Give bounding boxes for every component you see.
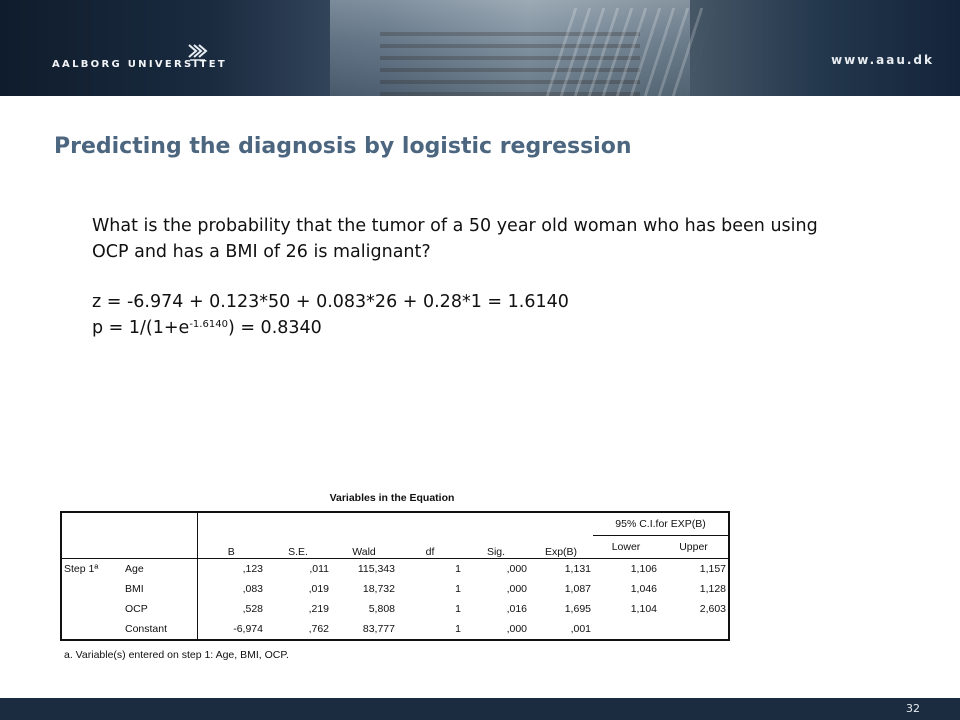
row-variable: OCP: [125, 603, 148, 615]
cell-lower: 1,104: [630, 603, 657, 615]
cell-df: 1: [455, 583, 461, 595]
cell-se: ,019: [308, 583, 329, 595]
header-banner: [0, 0, 960, 96]
question-line-2: OCP and has a BMI of 26 is malignant?: [92, 242, 431, 262]
cell-wald: 18,732: [362, 583, 395, 595]
cell-expb: 1,131: [564, 563, 591, 575]
cell-lower: 1,106: [630, 563, 657, 575]
website-url: www.aau.dk: [831, 53, 934, 67]
cell-lower: [593, 619, 659, 640]
cell-upper: 1,157: [699, 563, 727, 575]
p-equation-exponent: -1.6140: [189, 319, 228, 330]
cell-wald: 115,343: [357, 563, 395, 575]
table-row: [61, 579, 729, 599]
page-number: 32: [906, 702, 920, 715]
header-corner: [61, 512, 197, 559]
cell-sig: ,000: [506, 583, 527, 595]
cell-sig: ,000: [506, 563, 527, 575]
row-variable: Age: [125, 563, 144, 575]
col-header-ci: 95% C.I.for EXP(B): [593, 512, 729, 536]
table-footnote: a. Variable(s) entered on step 1: Age, BMI, OCP.: [64, 649, 289, 661]
variables-in-equation-table: [60, 511, 730, 641]
cell-expb: 1,695: [564, 603, 591, 615]
col-header-sig: Sig.: [463, 512, 529, 559]
footer-bar: [0, 698, 960, 720]
cell-sig: ,016: [506, 603, 527, 615]
cell-expb: ,001: [570, 623, 591, 635]
step-label: Step 1ª: [64, 563, 99, 575]
cell-b: -6,974: [197, 619, 265, 640]
col-header-df: df: [397, 512, 463, 559]
table-row: [61, 559, 729, 580]
p-equation: [92, 315, 922, 341]
cell-df: 1: [455, 603, 461, 615]
cell-wald: 83,777: [362, 623, 395, 635]
col-header-b: B: [197, 512, 265, 559]
col-header-wald: Wald: [331, 512, 397, 559]
spss-output: [60, 492, 730, 661]
question-line-1: What is the probability that the tumor of a 50 year old woman who has been using: [92, 216, 818, 236]
col-header-lower: Lower: [593, 536, 659, 559]
row-variable: Constant: [125, 623, 168, 635]
cell-b: ,123: [197, 559, 265, 580]
slide-title: Predicting the diagnosis by logistic regression: [54, 134, 632, 159]
table-caption: Variables in the Equation: [329, 492, 455, 504]
cell-df: 1: [455, 563, 461, 575]
cell-b: ,083: [197, 579, 265, 599]
table-row: [61, 619, 729, 640]
logo-wordmark: AALBORG UNIVERSITET: [52, 59, 227, 70]
slide-body: [92, 213, 922, 341]
banner-building-glass: [546, 8, 715, 96]
col-header-upper: Upper: [659, 536, 729, 559]
cell-lower: 1,046: [630, 583, 657, 595]
cell-se: ,011: [309, 563, 329, 575]
cell-upper: 2,603: [699, 603, 727, 615]
cell-wald: 5,808: [368, 603, 395, 615]
cell-se: ,762: [308, 623, 329, 635]
cell-se: ,219: [308, 603, 329, 615]
cell-upper: [659, 619, 729, 640]
cell-sig: ,000: [506, 623, 527, 635]
col-header-se: S.E.: [265, 512, 331, 559]
table-row: [61, 599, 729, 619]
col-header-expb: Exp(B): [529, 512, 593, 559]
p-equation-prefix: p = 1/(1+e: [92, 318, 190, 338]
cell-upper: 1,128: [699, 583, 727, 595]
row-variable: BMI: [125, 583, 144, 595]
cell-df: 1: [455, 623, 461, 635]
cell-expb: 1,087: [564, 583, 591, 595]
p-equation-suffix: ) = 0.8340: [227, 318, 322, 338]
cell-b: ,528: [197, 599, 265, 619]
university-logo: [52, 42, 242, 82]
z-equation: z = -6.974 + 0.123*50 + 0.083*26 + 0.28*1 = 1.6140: [92, 292, 569, 312]
